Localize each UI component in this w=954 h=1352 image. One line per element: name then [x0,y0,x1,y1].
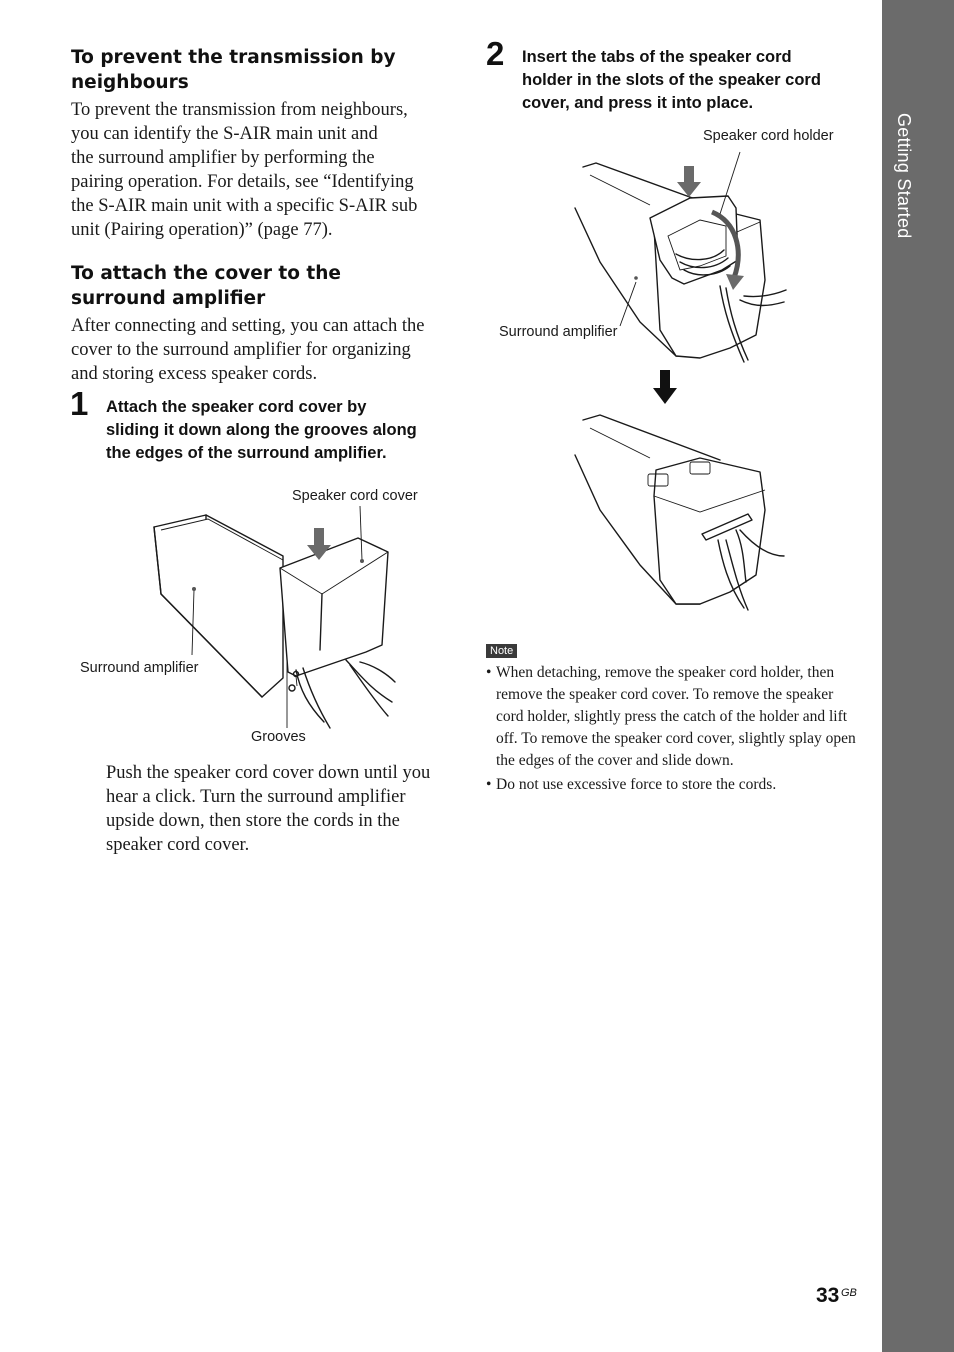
prevent-body-line: the S-AIR main unit with a specific S-AIR sub [71,196,418,216]
step-1-text-line: sliding it down along the grooves along [106,421,417,439]
step-1-number: 1 [70,385,89,422]
note-list [486,662,858,798]
label-surround-amplifier: Surround amplifier [499,324,618,340]
attach-body-line: and storing excess speaker cords. [71,364,318,384]
step-1-after-line: upside down, then store the cords in the [106,811,400,831]
down-arrow-icon [677,166,701,197]
page-number-suffix: GB [841,1287,857,1299]
note-item: • When detaching, remove the speaker cord holder, then remove the speaker cord cover. To remove the speaker cord holder, slightly press the catch of the holder and lift off. To remove the speaker cord cover, slightly splay open the edges of the cover and slide down. [486,662,858,772]
step-2-text-line: holder in the slots of the speaker cord [522,71,821,89]
prevent-body-line: To prevent the transmission from neighbours, [71,100,408,120]
note-badge: Note [486,644,517,658]
label-speaker-cord-holder: Speaker cord holder [703,128,834,144]
label-surround-amplifier: Surround amplifier [80,660,199,676]
step-1-after-line: Push the speaker cord cover down until you [106,763,431,783]
step-2-number: 2 [486,35,505,72]
prevent-body-line: you can identify the S-AIR main unit and [71,124,378,144]
leader-line-amplifier [620,282,636,326]
label-grooves: Grooves [251,729,306,745]
prevent-body-line: unit (Pairing operation)” (page 77). [71,220,333,240]
step-1-text-line: Attach the speaker cord cover by [106,398,367,416]
figure-insert-cord-holder [490,140,860,620]
prevent-body-line: the surround amplifier by performing the [71,148,375,168]
attach-body-line: cover to the surround amplifier for organizing [71,340,411,360]
leader-dot-amplifier [192,587,196,591]
figure-attach-speaker-cord-cover [70,480,450,760]
page-number: 33 [816,1284,840,1307]
step-2-text-line: Insert the tabs of the speaker cord [522,48,792,66]
label-speaker-cord-cover: Speaker cord cover [292,488,418,504]
heading-attach-cover-line1: To attach the cover to the [71,263,341,284]
note-item: • Do not use excessive force to store the cords. [486,774,858,796]
speaker-cord-cover-illustration [280,538,388,686]
attach-body-line: After connecting and setting, you can attach the [71,316,425,336]
side-tab-label: Getting Started [894,113,914,239]
heading-prevent-transmission-line1: To prevent the transmission by [71,47,396,68]
heading-attach-cover-line2: surround amplifier [71,288,266,309]
step-1-after-line: speaker cord cover. [106,835,250,855]
leader-dot-cover [360,559,364,563]
heading-prevent-transmission-line2: neighbours [71,72,189,93]
step-1-after-line: hear a click. Turn the surround amplifier [106,787,406,807]
step-1-text-line: the edges of the surround amplifier. [106,444,387,462]
step-2-text-line: cover, and press it into place. [522,94,754,112]
prevent-body-line: pairing operation. For details, see “Identifying [71,172,414,192]
down-arrow-icon [653,370,677,404]
